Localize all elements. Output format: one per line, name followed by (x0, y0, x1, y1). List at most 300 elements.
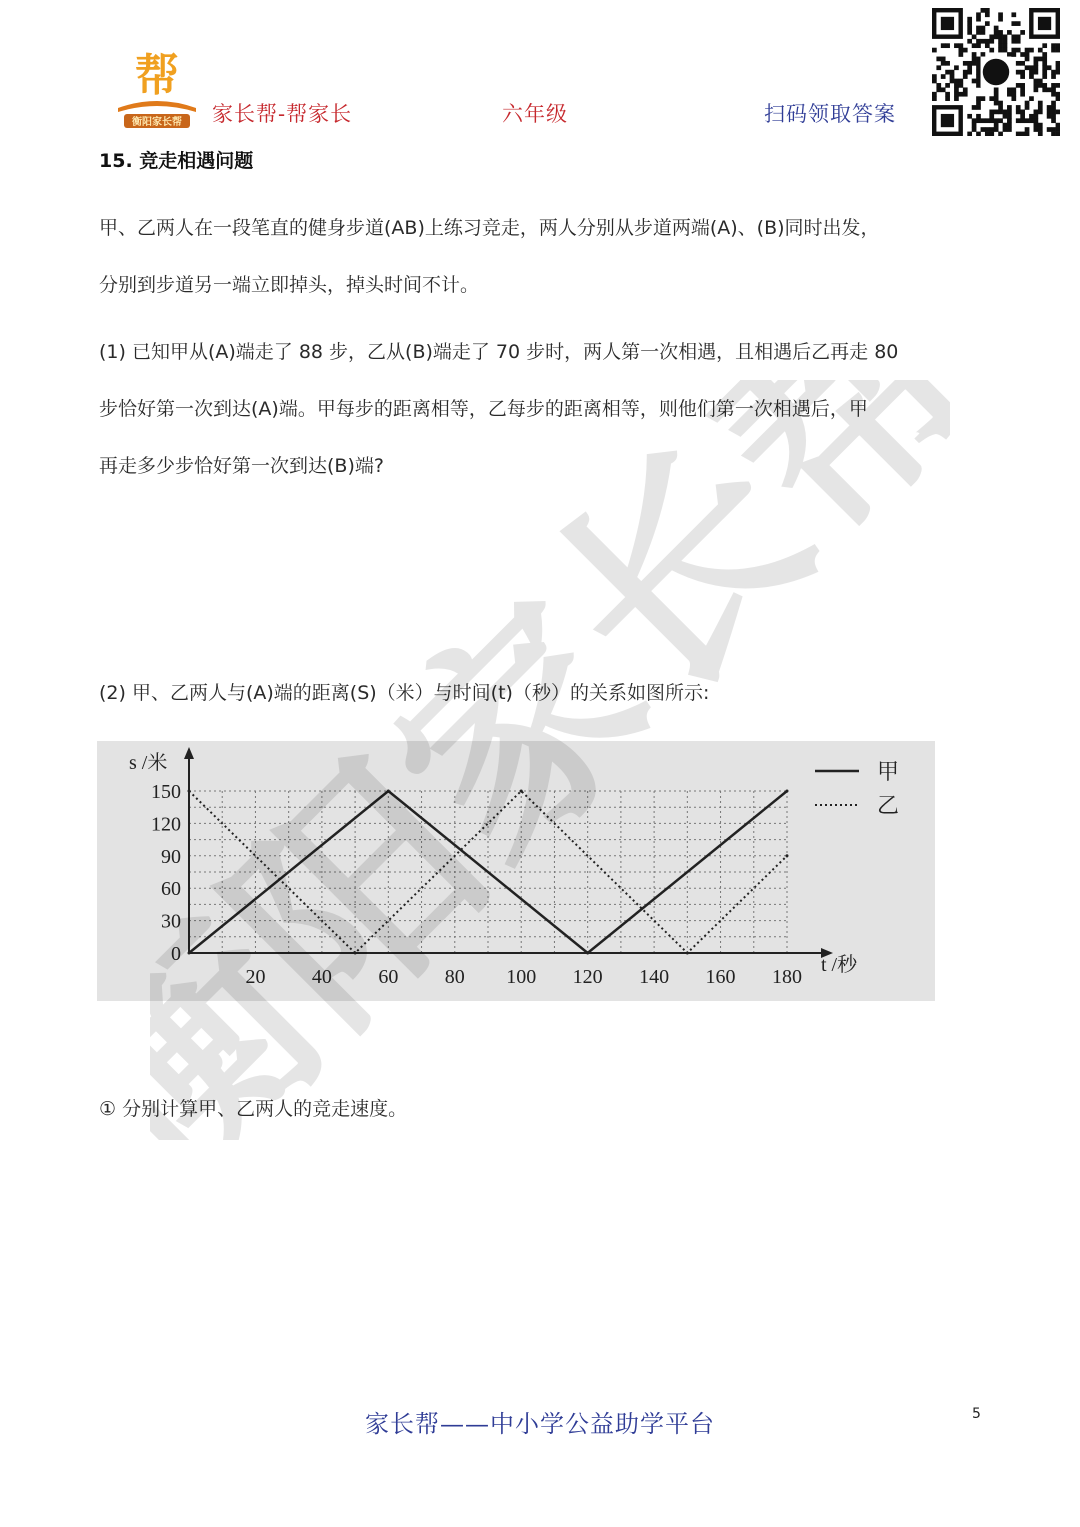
qr-module (985, 39, 990, 44)
qr-module (1047, 114, 1052, 119)
qr-module (976, 101, 981, 106)
qr-module (967, 65, 972, 70)
qr-module (1051, 87, 1056, 92)
wechat-icon (983, 59, 1009, 85)
qr-module (972, 105, 977, 110)
qr-module (1007, 92, 1012, 97)
qr-module (1056, 127, 1060, 132)
y-tick-label: 90 (161, 845, 181, 868)
x-tick-label: 80 (444, 966, 465, 988)
qr-module (1011, 12, 1016, 17)
qr-module (989, 48, 994, 53)
qr-module (1051, 132, 1056, 136)
y-tick-label: 120 (151, 813, 181, 836)
qr-module (1042, 43, 1047, 48)
qr-module (1034, 79, 1039, 84)
qr-module (1011, 34, 1016, 39)
qr-module (998, 34, 1003, 39)
qr-module (958, 79, 963, 84)
qr-module (967, 114, 972, 119)
qr-module (1007, 87, 1012, 92)
qr-module (954, 92, 959, 97)
qr-module (1016, 48, 1021, 53)
qr-module (963, 87, 968, 92)
qr-module (950, 74, 955, 79)
qr-module (1011, 87, 1016, 92)
qr-module (1042, 52, 1047, 57)
qr-module (1042, 65, 1047, 70)
qr-module (985, 118, 990, 123)
qr-module (1003, 123, 1008, 128)
qr-module (967, 70, 972, 75)
book-icon (118, 101, 196, 112)
qr-module (958, 92, 963, 97)
sub-question-1: ① 分别计算甲、乙两人的竞走速度。 (99, 1098, 408, 1120)
qr-module (976, 83, 981, 88)
qr-module (976, 12, 981, 17)
qr-module (985, 132, 990, 136)
qr-module (1003, 43, 1008, 48)
y-axis-arrow (184, 747, 194, 759)
qr-module (967, 132, 972, 136)
chart-svg (97, 741, 935, 1001)
qr-module (1034, 57, 1039, 62)
qr-module (1051, 110, 1056, 115)
qr-module (1003, 39, 1008, 44)
qr-module (932, 92, 937, 97)
qr-module (932, 48, 937, 53)
qr-module (945, 96, 950, 101)
qr-module (1007, 30, 1012, 35)
qr-module (945, 83, 950, 88)
qr-code-graphic (932, 8, 1060, 136)
qr-module (976, 43, 981, 48)
qr-module (981, 127, 986, 132)
qr-module (976, 70, 981, 75)
qr-module (1038, 48, 1043, 53)
qr-module (972, 127, 977, 132)
qr-finder-inner (941, 114, 954, 127)
qr-module (1029, 114, 1034, 119)
qr-module (976, 17, 981, 22)
qr-module (1051, 70, 1056, 75)
qr-module (1016, 118, 1021, 123)
qr-module (1020, 118, 1025, 123)
qr-module (1047, 105, 1052, 110)
qr-module (1016, 132, 1021, 136)
qr-module (932, 79, 937, 84)
qr-module (1007, 123, 1012, 128)
qr-module (994, 87, 999, 92)
data-point-yi (686, 952, 689, 955)
qr-module (1011, 52, 1016, 57)
qr-module (1042, 61, 1047, 66)
qr-module (989, 127, 994, 132)
qr-module (976, 39, 981, 44)
qr-module (1025, 105, 1030, 110)
data-point-yi (354, 952, 357, 955)
qr-module (998, 101, 1003, 106)
x-tick-label: 40 (311, 966, 332, 988)
brand-logo (112, 46, 202, 132)
qr-module (1056, 43, 1060, 48)
qr-module (1056, 132, 1060, 136)
data-point-yi (188, 790, 191, 793)
qr-module (1007, 105, 1012, 110)
part1-line-1: (1) 已知甲从(A)端走了 88 步，乙从(B)端走了 70 步时，两人第一次相遇，且相遇后乙再走 80 (99, 341, 899, 363)
qr-module (976, 65, 981, 70)
header-brand-text: 家长帮-帮家长 (212, 102, 353, 126)
logo-caption: 衡阳家长帮 (132, 117, 182, 128)
qr-module (976, 105, 981, 110)
qr-module (985, 127, 990, 132)
qr-module (1025, 65, 1030, 70)
x-tick-label: 180 (772, 966, 802, 988)
qr-module (967, 26, 972, 31)
qr-module (981, 39, 986, 44)
qr-module (936, 65, 941, 70)
qr-module (967, 61, 972, 66)
qr-module (1038, 105, 1043, 110)
qr-module (1034, 127, 1039, 132)
qr-module (967, 21, 972, 26)
qr-module (1051, 74, 1056, 79)
data-point-jia (188, 952, 191, 955)
qr-module (1020, 70, 1025, 75)
qr-module (954, 96, 959, 101)
qr-module (976, 79, 981, 84)
y-tick-label: 0 (171, 943, 181, 965)
qr-module (1056, 48, 1060, 53)
qr-module (1051, 48, 1056, 53)
qr-module (1051, 83, 1056, 88)
qr-module (1029, 74, 1034, 79)
qr-module (994, 123, 999, 128)
qr-module (998, 118, 1003, 123)
qr-module (1056, 70, 1060, 75)
qr-module (1051, 43, 1056, 48)
qr-module (958, 43, 963, 48)
x-tick-label: 100 (506, 966, 537, 988)
qr-module (958, 48, 963, 53)
qr-module (1029, 48, 1034, 53)
qr-module (1025, 118, 1030, 123)
qr-module (1034, 65, 1039, 70)
qr-module (981, 118, 986, 123)
qr-module (945, 92, 950, 97)
footer-text: 家长帮——中小学公益助学平台 (365, 1410, 715, 1438)
data-point-jia (586, 952, 589, 955)
qr-module (1034, 114, 1039, 119)
qr-module (1034, 123, 1039, 128)
qr-module (972, 118, 977, 123)
qr-module (1020, 74, 1025, 79)
qr-module (998, 17, 1003, 22)
qr-module (1029, 96, 1034, 101)
qr-module (963, 70, 968, 75)
qr-module (998, 30, 1003, 35)
qr-module (989, 39, 994, 44)
qr-module (1007, 114, 1012, 119)
qr-module (1038, 123, 1043, 128)
qr-module (1042, 70, 1047, 75)
qr-module (1038, 83, 1043, 88)
qr-module (976, 132, 981, 136)
qr-module (932, 74, 937, 79)
qr-module (972, 34, 977, 39)
qr-module (945, 43, 950, 48)
qr-module (936, 87, 941, 92)
legend-label: 乙 (877, 794, 900, 819)
qr-module (963, 48, 968, 53)
qr-module (998, 132, 1003, 136)
qr-module (1016, 39, 1021, 44)
qr-module (998, 39, 1003, 44)
qr-module (1020, 114, 1025, 119)
qr-module (941, 43, 946, 48)
qr-module (985, 12, 990, 17)
qr-module (1016, 61, 1021, 66)
x-tick-label: 140 (639, 966, 670, 988)
qr-module (1011, 92, 1016, 97)
qr-module (954, 43, 959, 48)
qr-module (981, 30, 986, 35)
qr-module (1020, 52, 1025, 57)
qr-module (1025, 101, 1030, 106)
qr-module (1051, 105, 1056, 110)
qr-module (1056, 83, 1060, 88)
qr-module (976, 30, 981, 35)
header-answer-link[interactable]: 扫码领取答案 (764, 102, 896, 126)
distance-time-chart (97, 741, 935, 1001)
qr-module (1016, 83, 1021, 88)
logo-char: 帮 (135, 50, 179, 101)
qr-module (941, 61, 946, 66)
qr-module (954, 83, 959, 88)
qr-module (967, 17, 972, 22)
qr-module (1034, 61, 1039, 66)
qr-module (1056, 61, 1060, 66)
qr-module (976, 114, 981, 119)
qr-module (972, 61, 977, 66)
qr-module (1016, 34, 1021, 39)
qr-module (989, 110, 994, 115)
qr-module (1038, 127, 1043, 132)
qr-finder-inner (941, 17, 954, 30)
qr-module (1056, 96, 1060, 101)
qr-module (994, 34, 999, 39)
x-tick-label: 60 (378, 966, 399, 988)
qr-module (976, 118, 981, 123)
qr-module (985, 8, 990, 13)
legend-label: 甲 (877, 760, 900, 785)
qr-module (972, 79, 977, 84)
qr-module (1056, 110, 1060, 115)
qr-module (994, 101, 999, 106)
qr-module (1020, 132, 1025, 136)
qr-module (989, 34, 994, 39)
qr-module (989, 118, 994, 123)
qr-module (1034, 87, 1039, 92)
x-tick-label: 160 (705, 966, 736, 988)
qr-module (1020, 110, 1025, 115)
qr-module (998, 12, 1003, 17)
qr-module (1029, 118, 1034, 123)
part1-line-2: 步恰好第一次到达(A)端。甲每步的距离相等，乙每步的距离相等，则他们第一次相遇后，甲 (99, 398, 868, 420)
qr-module (950, 79, 955, 84)
qr-module (981, 96, 986, 101)
qr-module (1025, 132, 1030, 136)
qr-module (936, 83, 941, 88)
qr-module (1011, 96, 1016, 101)
qr-module (972, 52, 977, 57)
qr-module (994, 96, 999, 101)
qr-finder-inner (1038, 17, 1051, 30)
problem-title: 15. 竞走相遇问题 (99, 150, 254, 172)
qr-module (1034, 110, 1039, 115)
qr-module (954, 65, 959, 70)
logo-graphic (112, 46, 202, 132)
qr-module (976, 61, 981, 66)
qr-module (1003, 114, 1008, 119)
qr-module (1011, 39, 1016, 44)
qr-module (963, 74, 968, 79)
data-point-yi (786, 854, 789, 857)
header-grade: 六年级 (502, 102, 568, 126)
qr-module (945, 70, 950, 75)
qr-module (981, 52, 986, 57)
qr-module (954, 79, 959, 84)
qr-module (1011, 21, 1016, 26)
qr-module (1025, 57, 1030, 62)
qr-module (967, 30, 972, 35)
data-point-jia (387, 790, 390, 793)
qr-module (1020, 83, 1025, 88)
qr-module (994, 26, 999, 31)
qr-module (989, 96, 994, 101)
qr-module (1016, 21, 1021, 26)
qr-module (950, 70, 955, 75)
qr-module (981, 26, 986, 31)
qr-module (1051, 101, 1056, 106)
qr-module (954, 87, 959, 92)
qr-module (941, 87, 946, 92)
qr-module (998, 48, 1003, 53)
intro-line-1: 甲、乙两人在一段笔直的健身步道(AB)上练习竞走，两人分别从步道两端(A)、(B)同时出发， (99, 217, 880, 239)
qr-module (1034, 83, 1039, 88)
qr-module (976, 74, 981, 79)
qr-module (1034, 70, 1039, 75)
qr-module (994, 92, 999, 97)
qr-module (963, 92, 968, 97)
qr-module (1025, 48, 1030, 53)
qr-module (1047, 87, 1052, 92)
qr-module (972, 57, 977, 62)
qr-module (1038, 57, 1043, 62)
qr-module (1025, 52, 1030, 57)
qr-module (1056, 92, 1060, 97)
page-number: 5 (972, 1406, 981, 1422)
qr-module (941, 74, 946, 79)
y-axis-label: s /米 (129, 752, 168, 774)
qr-module (941, 57, 946, 62)
qr-module (1016, 105, 1021, 110)
qr-module (998, 43, 1003, 48)
qr-module (981, 8, 986, 13)
qr-module (1042, 74, 1047, 79)
qr-module (958, 52, 963, 57)
qr-module (936, 57, 941, 62)
qr-module (972, 43, 977, 48)
y-tick-label: 30 (161, 910, 181, 933)
qr-module (976, 57, 981, 62)
qr-module (1047, 127, 1052, 132)
qr-module (1003, 110, 1008, 115)
qr-module (976, 26, 981, 31)
x-tick-label: 20 (245, 966, 266, 988)
qr-module (994, 30, 999, 35)
part1-line-3: 再走多少步恰好第一次到达(B)端? (99, 455, 384, 477)
qr-module (1042, 87, 1047, 92)
qr-module (1051, 114, 1056, 119)
qr-module (945, 61, 950, 66)
qr-module (989, 132, 994, 136)
part2-line: (2) 甲、乙两人与(A)端的距离(S)（米）与时间(t)（秒）的关系如图所示: (99, 682, 710, 704)
qr-module (1038, 132, 1043, 136)
qr-module (1038, 79, 1043, 84)
qr-module (1034, 118, 1039, 123)
x-axis-label: t /秒 (821, 954, 858, 976)
qr-module (1016, 70, 1021, 75)
qr-module (1020, 61, 1025, 66)
qr-module (1056, 123, 1060, 128)
qr-module (998, 105, 1003, 110)
qr-module (1020, 30, 1025, 35)
qr-module (1025, 127, 1030, 132)
qr-code[interactable] (932, 8, 1060, 136)
data-point-yi (520, 790, 523, 793)
qr-module (1051, 118, 1056, 123)
qr-module (985, 43, 990, 48)
qr-module (1047, 65, 1052, 70)
qr-module (1056, 65, 1060, 70)
y-tick-label: 60 (161, 878, 181, 901)
qr-module (963, 61, 968, 66)
qr-module (967, 39, 972, 44)
qr-module (972, 123, 977, 128)
qr-module (994, 118, 999, 123)
qr-module (1011, 48, 1016, 53)
qr-module (1042, 83, 1047, 88)
data-point-jia (786, 790, 789, 793)
qr-module (1051, 92, 1056, 97)
qr-module (1051, 127, 1056, 132)
qr-module (958, 83, 963, 88)
qr-module (1003, 127, 1008, 132)
qr-module (1016, 110, 1021, 115)
qr-module (994, 127, 999, 132)
qr-module (994, 110, 999, 115)
qr-module (1007, 127, 1012, 132)
qr-module (1003, 48, 1008, 53)
series-line-jia (189, 791, 787, 953)
qr-module (976, 96, 981, 101)
qr-module (1007, 52, 1012, 57)
qr-module (1020, 87, 1025, 92)
qr-module (1003, 34, 1008, 39)
qr-module (1029, 65, 1034, 70)
x-tick-label: 120 (572, 966, 603, 988)
